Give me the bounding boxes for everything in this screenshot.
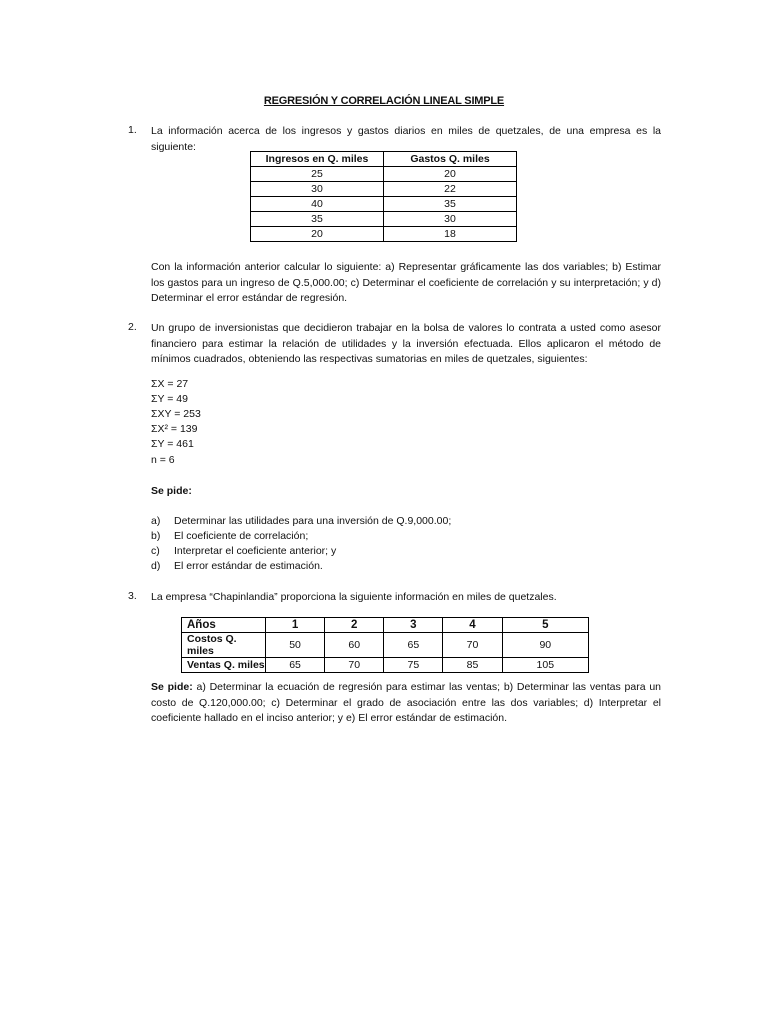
table-cell: 25 xyxy=(251,167,384,182)
table-row xyxy=(251,212,517,227)
list-item xyxy=(151,545,336,557)
table-cell: 90 xyxy=(502,633,588,658)
table-cell: 35 xyxy=(251,212,384,227)
problem-1-intro: La información acerca de los ingresos y gastos diarios en miles de quetzales, de una empresa es la siguiente: xyxy=(151,125,661,153)
table-cell: 105 xyxy=(502,658,588,673)
list-item-label: d) xyxy=(151,560,161,572)
sum-line: ΣY = 49 xyxy=(151,393,188,405)
table-cell: 20 xyxy=(251,227,384,242)
list-item-text: Interpretar el coeficiente anterior; y xyxy=(174,545,337,557)
problem-1-task: Con la información anterior calcular lo siguiente: a) Representar gráficamente las dos variables; b) Estimar los gastos para un ingreso de Q.5,000.00; c) Determinar el coeficiente de correlación y su interpretación; y d) Determinar el error estándar de regresión. xyxy=(151,261,661,304)
list-item-text: El error estándar de estimación. xyxy=(174,560,323,572)
list-item-label: a) xyxy=(151,515,161,527)
column-header-income: Ingresos en Q. miles xyxy=(251,152,384,167)
list-item-text: El coeficiente de correlación; xyxy=(174,530,309,542)
sum-line: ΣX² = 139 xyxy=(151,423,198,435)
table-row xyxy=(251,167,517,182)
column-header-expense: Gastos Q. miles xyxy=(384,152,517,167)
table-cell: 20 xyxy=(384,167,517,182)
problem-2-number: 2. xyxy=(128,321,137,333)
table-cell: 40 xyxy=(251,197,384,212)
problem-3-number: 3. xyxy=(128,590,137,602)
table-cell: 60 xyxy=(325,633,384,658)
list-item xyxy=(151,560,323,572)
problem-1-number: 1. xyxy=(128,124,137,136)
year-header: 3 xyxy=(384,618,443,633)
list-item xyxy=(151,515,451,527)
table-cell: 85 xyxy=(443,658,502,673)
table-cell: 18 xyxy=(384,227,517,242)
row-header-years: Años xyxy=(182,618,266,633)
table-cell: 22 xyxy=(384,182,517,197)
se-pide-heading: Se pide: xyxy=(151,681,193,693)
income-expense-table xyxy=(250,151,517,242)
sum-line: ΣX = 27 xyxy=(151,378,189,390)
list-item-label: c) xyxy=(151,545,160,557)
list-item xyxy=(151,530,308,542)
table-cell: 75 xyxy=(384,658,443,673)
table-cell: 70 xyxy=(443,633,502,658)
table-row xyxy=(182,658,589,673)
list-item-text: Determinar las utilidades para una inversión de Q.9,000.00; xyxy=(174,515,452,527)
table-row xyxy=(182,633,589,658)
se-pide-heading: Se pide: xyxy=(151,485,192,497)
year-header: 1 xyxy=(266,618,325,633)
table-cell: 70 xyxy=(325,658,384,673)
table-cell: 50 xyxy=(266,633,325,658)
page-title: REGRESIÓN Y CORRELACIÓN LINEAL SIMPLE xyxy=(263,95,505,107)
table-cell: 35 xyxy=(384,197,517,212)
sum-line: ΣXY = 253 xyxy=(151,408,201,420)
year-header: 5 xyxy=(502,618,588,633)
year-header: 2 xyxy=(325,618,384,633)
table-cell: 65 xyxy=(384,633,443,658)
row-header-sales: Ventas Q. miles xyxy=(182,658,266,673)
row-header-costs: Costos Q. miles xyxy=(182,633,266,658)
table-cell: 30 xyxy=(384,212,517,227)
table-cell: 65 xyxy=(266,658,325,673)
problem-2-intro: Un grupo de inversionistas que decidieron trabajar en la bolsa de valores lo contrata a usted como asesor financiero para estimar la relación de utilidades y la inversión efectuada. Ellos aplicaron el método de mínimos cuadrados, obteniendo las respectivas sumatorias en miles de quetzales, siguientes: xyxy=(151,322,661,365)
sum-line: ΣY = 461 xyxy=(151,438,194,450)
sum-line: n = 6 xyxy=(151,454,175,466)
problem-3-intro: La empresa “Chapinlandia” proporciona la siguiente información en miles de quetzales. xyxy=(151,591,557,603)
table-header-row xyxy=(182,618,589,633)
problem-3-task xyxy=(151,680,661,727)
table-row xyxy=(251,197,517,212)
table-cell: 30 xyxy=(251,182,384,197)
table-row xyxy=(251,182,517,197)
table-row xyxy=(251,227,517,242)
costs-sales-table xyxy=(181,617,589,673)
list-item-label: b) xyxy=(151,530,161,542)
year-header: 4 xyxy=(443,618,502,633)
table-header-row xyxy=(251,152,517,167)
problem-3-task-text: a) Determinar la ecuación de regresión para estimar las ventas; b) Determinar las ventas para un costo de Q.120,000.00; c) Determinar el grado de asociación entre las dos variables; d) Interpretar el coeficiente hallado en el inciso anterior; y e) El error estándar de estimación. xyxy=(151,681,661,724)
